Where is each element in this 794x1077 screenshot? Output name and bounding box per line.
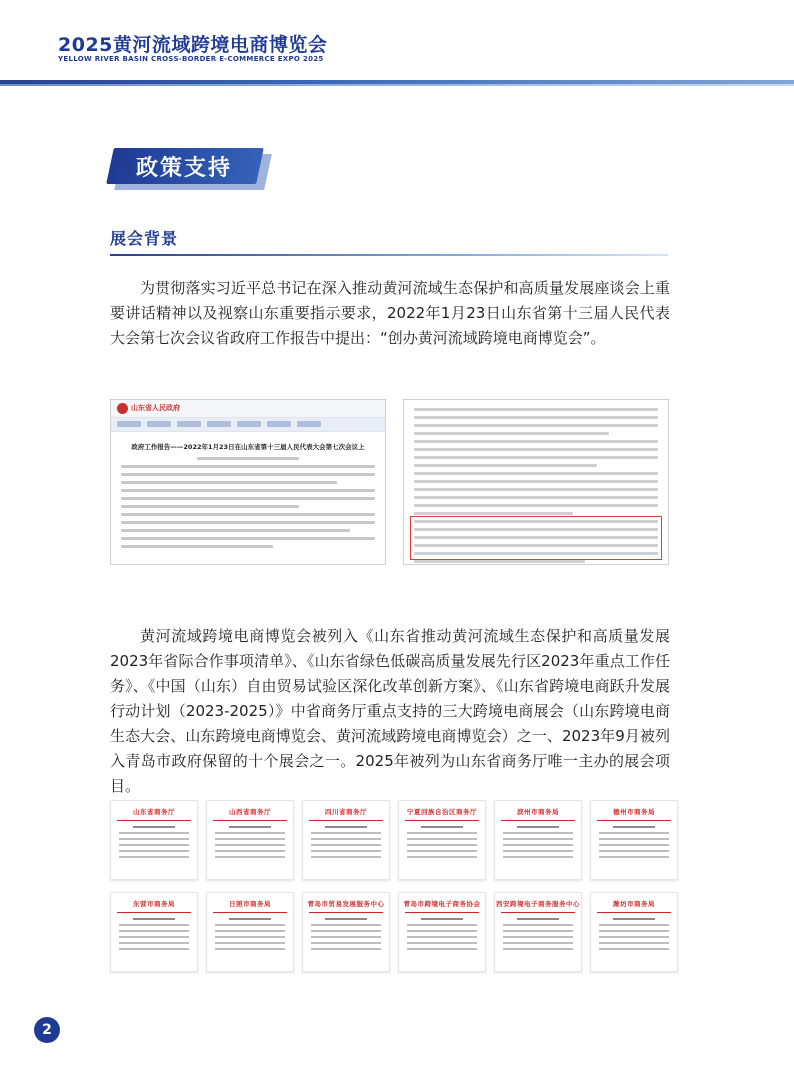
official-document <box>398 892 486 972</box>
document-body <box>591 826 677 858</box>
document-body <box>495 826 581 858</box>
document-issuer: 滨州市商务局 <box>517 808 559 816</box>
official-document <box>206 892 294 972</box>
document-body <box>111 826 197 858</box>
gov-site-nav <box>111 418 385 432</box>
document-body <box>591 918 677 950</box>
document-issuer: 东营市商务局 <box>133 900 175 908</box>
document-body <box>207 918 293 950</box>
highlight-box <box>410 516 662 560</box>
document-issuer: 山东省商务厅 <box>133 808 175 816</box>
expo-status-paragraph: 黄河流域跨境电商博览会被列入《山东省推动黄河流域生态保护和高质量发展2023年省际合作事项清单》、《山东省绿色低碳高质量发展先行区2023年重点工作任务》、《中国（山东）自由贸易试验区深化改革创新方案》、《山东省跨境电商跃升发展行动计划（2023-2025）》中省商务厅重点支持的三大跨境电商展会（山东跨境电商生态大会、山东跨境电商博览会、黄河流域跨境电商博览会）之一、2023年9月被列入青岛市政府保留的十个展会之一。2025年被列为山东省商务厅唯一主办的展会项目。 <box>110 627 670 795</box>
document-red-rule <box>117 820 191 821</box>
header-bar-secondary <box>0 84 794 86</box>
official-document <box>590 800 678 880</box>
gov-report-screenshot <box>110 399 386 565</box>
document-issuer: 潍坊市商务局 <box>613 900 655 908</box>
official-document <box>302 892 390 972</box>
official-document <box>398 800 486 880</box>
document-body <box>399 826 485 858</box>
official-document <box>302 800 390 880</box>
document-issuer: 青岛市贸易发展服务中心 <box>307 900 385 908</box>
official-document <box>494 800 582 880</box>
emblem-icon <box>117 403 128 414</box>
official-document <box>590 892 678 972</box>
document-red-rule <box>309 820 383 821</box>
document-body <box>495 918 581 950</box>
document-red-rule <box>213 912 287 913</box>
document-issuer: 山西省商务厅 <box>229 808 271 816</box>
document-issuer: 西安跨境电子商务服务中心 <box>496 900 580 908</box>
gov-report-body <box>111 451 385 559</box>
section-banner <box>110 148 270 190</box>
document-issuer: 青岛市跨境电子商务协会 <box>403 900 481 908</box>
document-red-rule <box>117 912 191 913</box>
document-red-rule <box>501 912 575 913</box>
official-document <box>206 800 294 880</box>
banner-title: 政策支持 <box>136 156 233 181</box>
page-number: 2 <box>34 1017 60 1043</box>
document-body <box>207 826 293 858</box>
document-issuer: 德州市商务局 <box>613 808 655 816</box>
header-subtitle: YELLOW RIVER BASIN CROSS-BORDER E-COMMERCE EXPO 2025 <box>58 55 324 63</box>
document-red-rule <box>309 912 383 913</box>
section-heading-rule <box>110 254 668 256</box>
document-red-rule <box>405 912 479 913</box>
header-title: 2025黄河流域跨境电商博览会 <box>58 34 328 56</box>
document-red-rule <box>597 820 671 821</box>
gov-site-name: 山东省人民政府 <box>131 404 180 412</box>
document-body <box>303 826 389 858</box>
document-body <box>111 918 197 950</box>
section-heading: 展会背景 <box>110 229 179 248</box>
document-body <box>399 918 485 950</box>
gov-site-header <box>111 400 385 418</box>
document-issuer: 四川省商务厅 <box>325 808 367 816</box>
official-document <box>110 892 198 972</box>
background-paragraph: 为贯彻落实习近平总书记在深入推动黄河流域生态保护和高质量发展座谈会上重要讲话精神以及视察山东重要指示要求，2022年1月23日山东省第十三届人民代表大会第七次会议省政府工作报告中提出：“创办黄河流域跨境电商博览会”。 <box>110 279 670 347</box>
document-red-rule <box>501 820 575 821</box>
document-red-rule <box>405 820 479 821</box>
document-red-rule <box>213 820 287 821</box>
official-document <box>110 800 198 880</box>
gov-report-title: 政府工作报告——2022年1月23日在山东省第十三届人民代表大会第七次会议上 <box>131 443 365 451</box>
report-excerpt-screenshot <box>403 399 669 565</box>
document-body <box>303 918 389 950</box>
document-issuer: 宁夏回族自治区商务厅 <box>407 808 477 816</box>
document-issuer: 日照市商务局 <box>229 900 271 908</box>
document-red-rule <box>597 912 671 913</box>
official-document <box>494 892 582 972</box>
